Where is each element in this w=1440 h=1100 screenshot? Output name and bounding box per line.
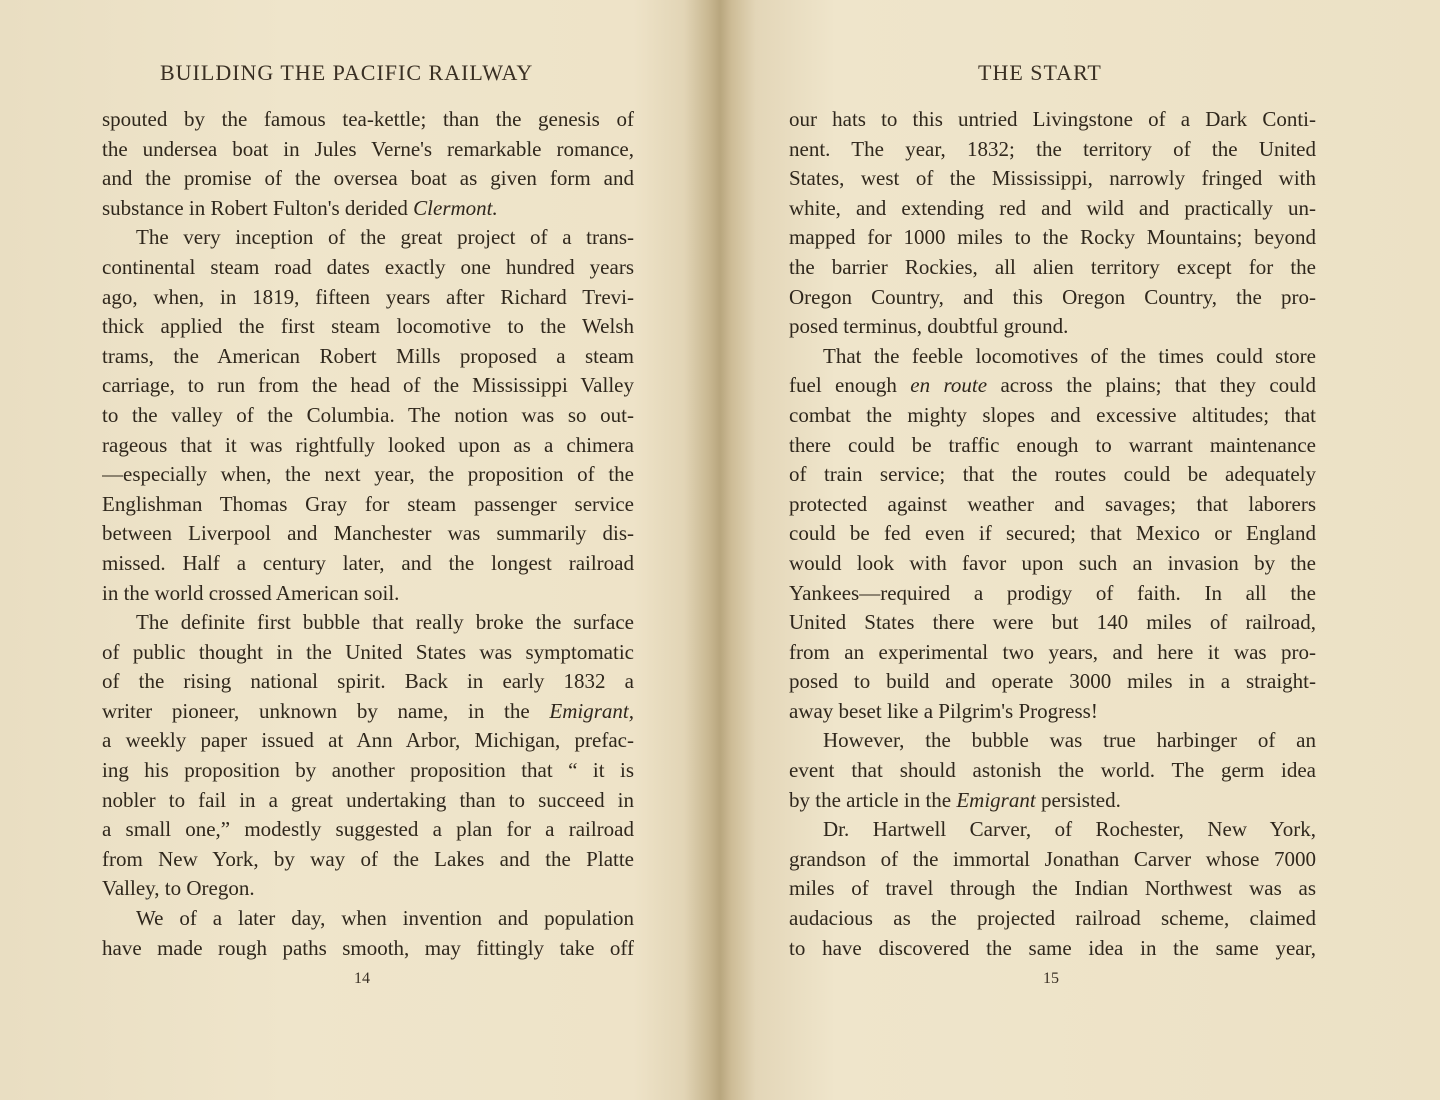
text-line: nobler to fail in a great undertaking than to succeed in — [102, 787, 634, 812]
text-segment: by the article in the — [789, 787, 957, 812]
text-segment: persisted. — [1035, 787, 1121, 812]
text-line: event that should astonish the world. The germ idea — [789, 758, 1316, 783]
right-page-text — [789, 105, 1316, 963]
text-line: ing his proposition by another proposition that “ it is — [102, 758, 634, 783]
text-line: Dr. Hartwell Carver, of Rochester, New York, — [823, 817, 1316, 842]
text-line: Valley, to Oregon. — [102, 876, 255, 901]
text-line — [102, 194, 634, 224]
text-line: States, west of the Mississippi, narrowly fringed with — [789, 166, 1316, 191]
text-line: there could be traffic enough to warrant maintenance — [789, 432, 1316, 457]
italic-text: Emigrant, — [549, 698, 634, 723]
text-line: —especially when, the next year, the proposition of the — [102, 462, 634, 487]
text-line: posed terminus, doubtful ground. — [789, 314, 1069, 339]
text-line: Oregon Country, and this Oregon Country, the pro- — [789, 284, 1316, 309]
text-line: from New York, by way of the Lakes and the Platte — [102, 846, 634, 871]
text-segment: fuel enough — [789, 373, 911, 398]
text-line: miles of travel through the Indian Northwest was as — [789, 876, 1316, 901]
text-segment: across the plains; that they could — [987, 373, 1316, 398]
text-line: The definite first bubble that really broke the surface — [136, 610, 634, 635]
italic-text: en route — [910, 373, 988, 398]
text-segment: substance in Robert Fulton's derided — [102, 195, 414, 220]
text-line — [102, 697, 634, 727]
page-number-left: 14 — [354, 970, 370, 987]
text-line: of train service; that the routes could be adequately — [789, 462, 1316, 487]
text-line: mapped for 1000 miles to the Rocky Mountains; beyond — [789, 225, 1316, 250]
text-line: trams, the American Robert Mills proposed a steam — [102, 343, 634, 368]
text-segment: writer pioneer, unknown by name, in the — [102, 698, 550, 723]
text-line: The very inception of the great project of a trans- — [136, 225, 634, 250]
text-line: in the world crossed American soil. — [102, 580, 400, 605]
text-line: ago, when, in 1819, fifteen years after Richard Trevi- — [102, 284, 634, 309]
text-line: between Liverpool and Manchester was summarily dis- — [102, 521, 634, 546]
text-line: thick applied the first steam locomotive to the Welsh — [102, 314, 634, 339]
text-line: United States there were but 140 miles of railroad, — [789, 610, 1316, 635]
text-line: to the valley of the Columbia. The notion was so out- — [102, 402, 634, 427]
italic-text: Clermont. — [413, 195, 498, 220]
text-line: have made rough paths smooth, may fittingly take off — [102, 935, 634, 960]
text-line: to have discovered the same idea in the same year, — [789, 935, 1316, 960]
text-line: and the promise of the oversea boat as given form and — [102, 166, 634, 191]
text-line: a weekly paper issued at Ann Arbor, Michigan, prefac- — [102, 728, 634, 753]
text-line: carriage, to run from the head of the Mississippi Valley — [102, 373, 634, 398]
text-line: That the feeble locomotives of the times could store — [823, 343, 1316, 368]
text-line: the undersea boat in Jules Verne's remarkable romance, — [102, 136, 634, 161]
text-line: a small one,” modestly suggested a plan for a railroad — [102, 817, 634, 842]
text-line: missed. Half a century later, and the longest railroad — [102, 550, 634, 575]
page-number-right: 15 — [1043, 970, 1059, 987]
text-line: grandson of the immortal Jonathan Carver whose 7000 — [789, 846, 1316, 871]
text-line: would look with favor upon such an invasion by the — [789, 550, 1316, 575]
text-line: from an experimental two years, and here it was pro- — [789, 639, 1316, 664]
text-line — [789, 786, 1316, 816]
text-line: protected against weather and savages; that laborers — [789, 491, 1316, 516]
text-line: away beset like a Pilgrim's Progress! — [789, 698, 1098, 723]
right-page — [720, 0, 1440, 1100]
text-line — [789, 371, 1316, 401]
text-line: audacious as the projected railroad scheme, claimed — [789, 906, 1316, 931]
left-page-text — [102, 105, 634, 963]
text-line: white, and extending red and wild and practically un- — [789, 195, 1316, 220]
text-line: Yankees—required a prodigy of faith. In all the — [789, 580, 1316, 605]
running-head-left: BUILDING THE PACIFIC RAILWAY — [160, 60, 534, 85]
text-line: could be fed even if secured; that Mexico or England — [789, 521, 1316, 546]
italic-text: Emigrant — [956, 787, 1036, 812]
text-line: rageous that it was rightfully looked upon as a chimera — [102, 432, 634, 457]
text-line: continental steam road dates exactly one hundred years — [102, 254, 634, 279]
text-line: of the rising national spirit. Back in early 1832 a — [102, 669, 634, 694]
text-line: posed to build and operate 3000 miles in a straight- — [789, 669, 1316, 694]
text-line: We of a later day, when invention and population — [136, 906, 634, 931]
text-line: combat the mighty slopes and excessive altitudes; that — [789, 402, 1316, 427]
text-line: nent. The year, 1832; the territory of the United — [789, 136, 1316, 161]
text-line: our hats to this untried Livingstone of a Dark Conti- — [789, 107, 1316, 131]
text-line: the barrier Rockies, all alien territory except for the — [789, 254, 1316, 279]
text-line: of public thought in the United States was symptomatic — [102, 639, 634, 664]
text-line: However, the bubble was true harbinger of an — [823, 728, 1316, 753]
text-line: spouted by the famous tea-kettle; than the genesis of — [102, 107, 634, 131]
text-line: Englishman Thomas Gray for steam passenger service — [102, 491, 634, 516]
running-head-right: THE START — [978, 60, 1102, 85]
